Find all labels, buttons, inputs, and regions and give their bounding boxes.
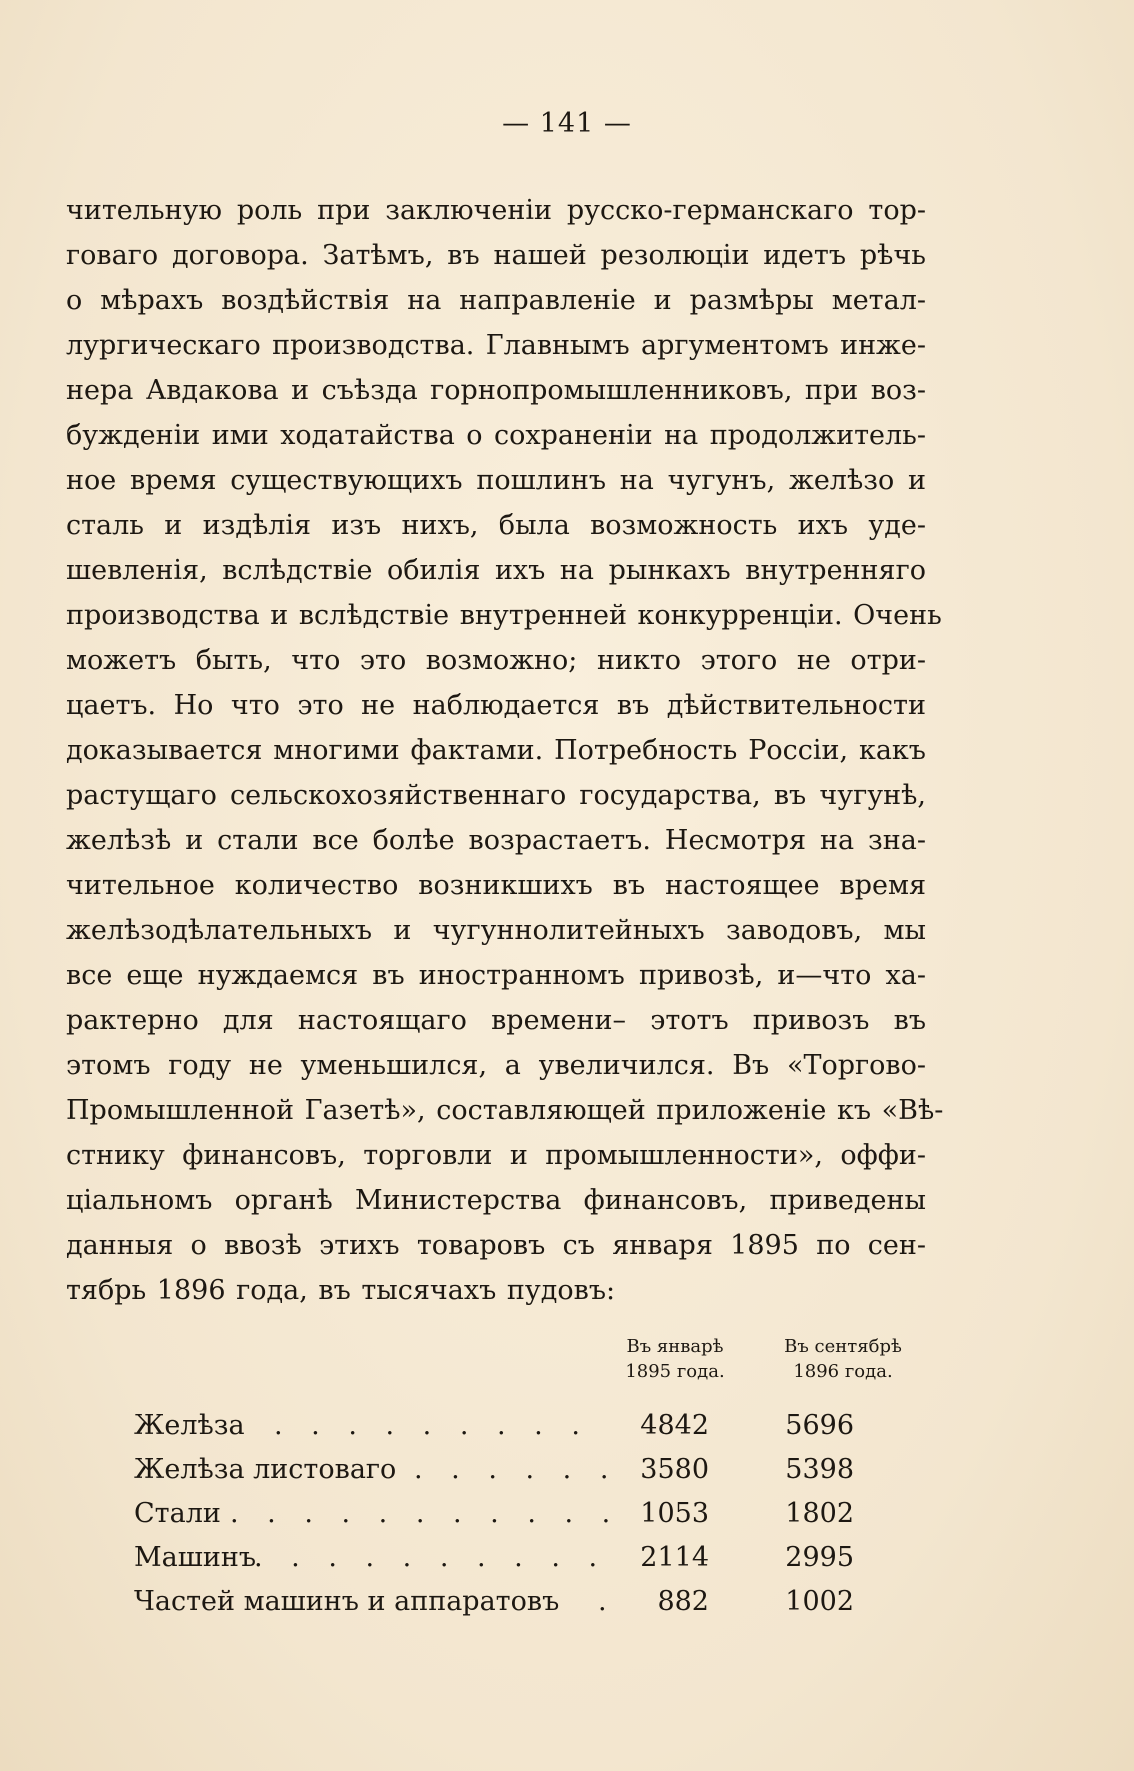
table-row	[134, 1492, 894, 1536]
text-line: нера Авдакова и съѣзда горнопромышленниковъ, при воз-	[66, 375, 926, 406]
value-1895: 882	[657, 1586, 709, 1617]
text-line: все еще нуждаемся въ иностранномъ привозѣ, и—что ха-	[66, 960, 926, 991]
text-line: говаго договора. Затѣмъ, въ нашей резолюціи идетъ рѣчь	[66, 240, 926, 271]
value-1896: 1002	[785, 1586, 854, 1617]
value-1896: 1802	[785, 1498, 854, 1529]
text-line: растущаго сельскохозяйственнаго государства, въ чугунѣ,	[66, 780, 926, 811]
table-row	[134, 1580, 894, 1624]
text-line: можетъ быть, что это возможно; никто этого не отри-	[66, 645, 926, 676]
text-line: желѣзѣ и стали все болѣе возрастаетъ. Несмотря на зна-	[66, 825, 926, 856]
text-line: о мѣрахъ воздѣйствія на направленіе и размѣры метал-	[66, 285, 926, 316]
row-label: Частей машинъ и аппаратовъ	[134, 1586, 560, 1617]
text-line: ное время существующихъ пошлинъ на чугунъ, желѣзо и	[66, 465, 926, 496]
column-header-line: 1895 года.	[625, 1361, 725, 1382]
value-1896: 2995	[785, 1542, 854, 1573]
import-table	[0, 1334, 1134, 1634]
table-row	[134, 1404, 894, 1448]
column-header-sep-1896	[768, 1334, 918, 1384]
text-line: рактерно для настоящаго времени– этотъ привозъ въ	[66, 1005, 926, 1036]
text-line: сталь и издѣлія изъ нихъ, была возможность ихъ уде-	[66, 510, 926, 541]
page-number: — 141 —	[502, 108, 632, 139]
value-1896: 5696	[785, 1410, 854, 1441]
value-1895: 4842	[640, 1410, 709, 1441]
row-label: Стали	[134, 1498, 221, 1529]
column-header-jan-1895	[600, 1334, 750, 1384]
text-line: данныя о ввозѣ этихъ товаровъ съ января 1895 по сен-	[66, 1230, 926, 1261]
value-1895: 3580	[640, 1454, 709, 1485]
leader-dots: .	[598, 1586, 617, 1617]
column-header-line: 1896 года.	[793, 1361, 893, 1382]
text-line: бужденіи ими ходатайства о сохраненіи на продолжитель-	[66, 420, 926, 451]
text-line: желѣзодѣлательныхъ и чугуннолитейныхъ заводовъ, мы	[66, 915, 926, 946]
leader-dots: . . . . . .	[414, 1454, 619, 1485]
row-label: Желѣза	[134, 1410, 245, 1441]
text-line: лургическаго производства. Главнымъ аргументомъ инже-	[66, 330, 926, 361]
leader-dots: . . . . . . . . . .	[254, 1542, 608, 1573]
text-line: цаетъ. Но что это не наблюдается въ дѣйствительности	[66, 690, 926, 721]
text-line: этомъ году не уменьшился, а увеличился. Въ «Торгово-	[66, 1050, 926, 1081]
column-header-line: Въ январѣ	[626, 1336, 724, 1357]
text-line: стнику финансовъ, торговли и промышленности», оффи-	[66, 1140, 926, 1171]
text-line: ціальномъ органѣ Министерства финансовъ, приведены	[66, 1185, 926, 1216]
text-line: чительное количество возникшихъ въ настоящее время	[66, 870, 926, 901]
body-paragraph	[66, 188, 944, 1313]
text-line: производства и вслѣдствіе внутренней конкурренціи. Очень	[66, 600, 942, 631]
row-label: Желѣза листоваго	[134, 1454, 397, 1485]
value-1895: 2114	[640, 1542, 709, 1573]
text-line: шевленія, вслѣдствіе обилія ихъ на рынкахъ внутренняго	[66, 555, 926, 586]
value-1896: 5398	[785, 1454, 854, 1485]
leader-dots: . . . . . . . . .	[274, 1410, 590, 1441]
text-line: тябрь 1896 года, въ тысячахъ пудовъ:	[66, 1275, 616, 1306]
row-label: Машинъ	[134, 1542, 257, 1573]
table-row	[134, 1448, 894, 1492]
text-line: Промышленной Газетѣ», составляющей приложеніе къ «Вѣ-	[66, 1095, 944, 1126]
value-1895: 1053	[640, 1498, 709, 1529]
text-line: чительную роль при заключеніи русско-германскаго тор-	[66, 195, 926, 226]
column-header-line: Въ сентябрѣ	[784, 1336, 902, 1357]
table-row	[134, 1536, 894, 1580]
text-line: доказывается многими фактами. Потребность Россіи, какъ	[66, 735, 926, 766]
leader-dots: . . . . . . . . . . .	[230, 1498, 621, 1529]
